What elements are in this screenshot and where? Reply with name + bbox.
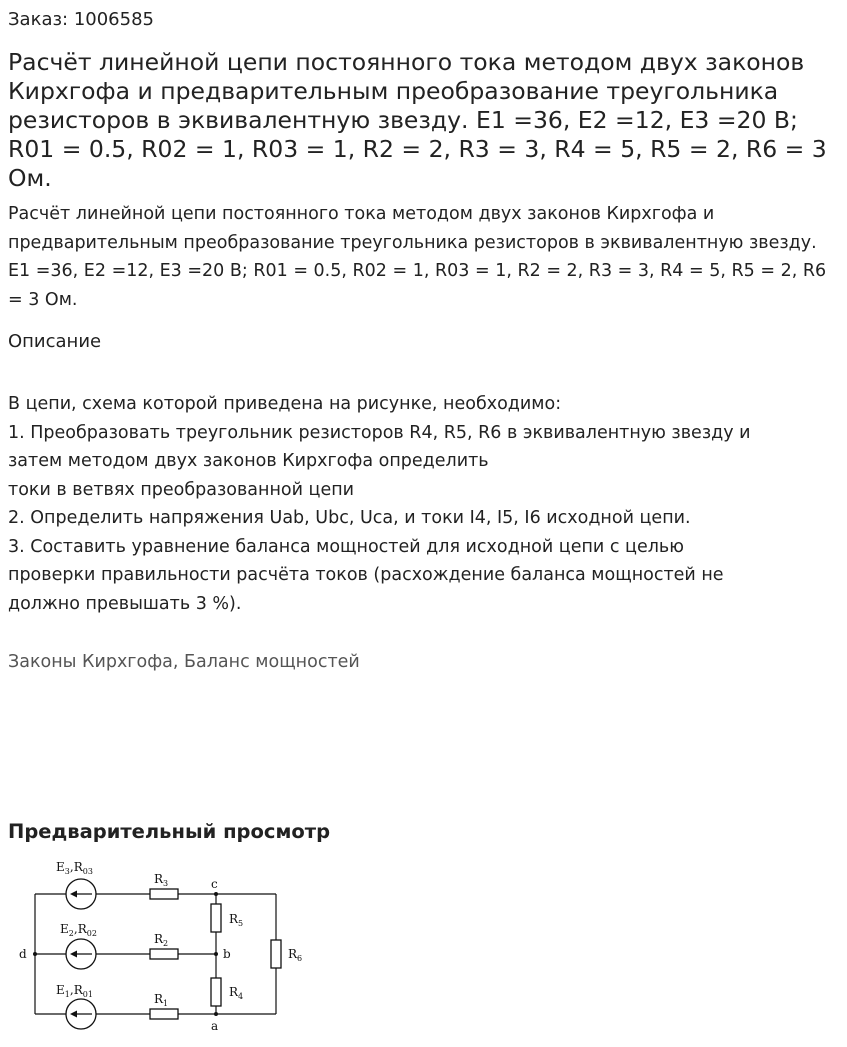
node-a-dot (214, 1012, 218, 1016)
label-node-c: c (211, 877, 218, 891)
label-node-d: d (19, 947, 27, 961)
resistor-r2 (150, 949, 178, 959)
label-e2-r02: $E_2,R_{02}$ (60, 922, 97, 938)
label-r2: $R_2$ (154, 932, 169, 948)
circuit-diagram (10, 852, 320, 1040)
label-r3: $R_3$ (154, 872, 169, 888)
task-summary: Расчёт линейной цепи постоянного тока методом двух законов Кирхгофа и предварительным преобразование треугольника резисторов в эквивалентную звезду. E1 =36, E2 =12, E3 =20 В; R01 = 0.5, R02 = 1, R03 = 1, R2 = 2, R3 = 3, R4 = 5, R5 = 2, R6 = 3 Ом. (8, 204, 827, 310)
description-heading: Описание (8, 331, 102, 352)
node-b-dot (214, 952, 218, 956)
label-r1: $R_1$ (154, 992, 169, 1008)
resistor-r6 (271, 940, 281, 968)
source-e1 (66, 999, 96, 1029)
description-line: 1. Преобразовать треугольник резисторов R4, R5, R6 в эквивалентную звезду и (8, 422, 751, 443)
description-line: затем методом двух законов Кирхгофа определить (8, 451, 489, 471)
label-r4: $R_4$ (229, 985, 244, 1001)
source-e2 (66, 939, 96, 969)
label-r6: $R_6$ (288, 947, 303, 963)
preview-heading: Предварительный просмотр (8, 820, 331, 843)
description-line: проверки правильности расчёта токов (расхождение баланса мощностей не (8, 565, 724, 585)
resistor-r5 (211, 904, 221, 932)
resistor-r4 (211, 978, 221, 1006)
resistor-r1 (150, 1009, 178, 1019)
node-d-dot (33, 952, 37, 956)
source-e3 (66, 879, 96, 909)
description-line: 2. Определить напряжения Uab, Ubc, Uca, и токи I4, I5, I6 исходной цепи. (8, 508, 691, 528)
tags[interactable]: Законы Кирхгофа, Баланс мощностей (8, 652, 360, 672)
description-line: токи в ветвях преобразованной цепи (8, 479, 355, 500)
label-e3-r03: $E_3,R_{03}$ (56, 860, 93, 876)
resistor-r3 (150, 889, 178, 899)
page-title: Расчёт линейной цепи постоянного тока методом двух законов Кирхгофа и предварительным преобразование треугольника резисторов в эквивалентную звезду. E1 =36, E2 =12, E3 =20 В; R01 = 0.5, R02 = 1, R03 = 1, R2 = 2, R3 = 3, R4 = 5, R5 = 2, R6 = 3 Ом. (8, 48, 827, 192)
description-line: 3. Составить уравнение баланса мощностей для исходной цепи с целью (8, 536, 684, 557)
description-line: В цепи, схема которой приведена на рисунке, необходимо: (8, 394, 562, 414)
label-node-a: a (211, 1019, 219, 1033)
label-e1-r01: $E_1,R_{01}$ (56, 983, 93, 999)
label-r5: $R_5$ (229, 912, 244, 928)
node-c-dot (214, 892, 218, 896)
order-number: Заказ: 1006585 (8, 9, 154, 30)
description-body (8, 390, 838, 618)
label-node-b: b (223, 947, 231, 961)
description-line: должно превышать 3 %). (8, 593, 242, 614)
